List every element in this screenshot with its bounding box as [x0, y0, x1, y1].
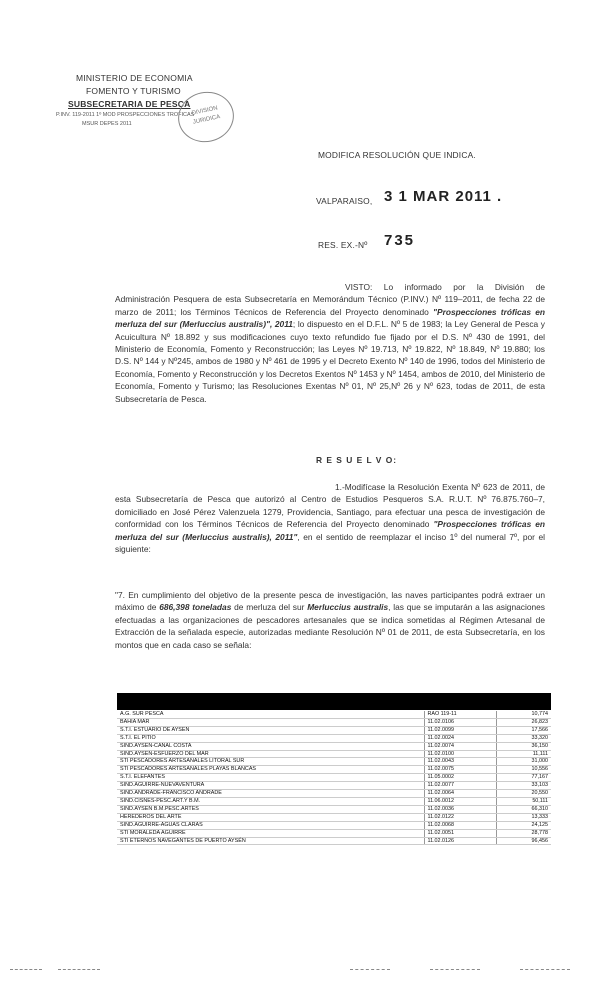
registry-code: 11.02.0068 — [425, 821, 496, 829]
registry-code: 11.02.0099 — [425, 726, 496, 734]
tonnage-value: 10,774 — [496, 711, 551, 718]
organization-name: STI PESCADORES ARTESANALES PLAYAS BLANCAS — [117, 766, 425, 774]
footer-dash-right — [350, 969, 390, 970]
organization-name: HEREDEROS DEL ARTE — [117, 813, 425, 821]
footer-dash-left — [10, 969, 42, 970]
stamp-line-1: DIVISION — [191, 105, 219, 117]
resolution-label: RES. EX.-Nº — [318, 240, 368, 250]
registry-code: 11.02.0077 — [425, 782, 496, 790]
visto-text-2: ; lo dispuesto en el D.F.L. Nº 5 de 1983; la Ley General de Pesca y Acuicultura Nº 18.892 y sus modificaciones cuyo texto refundido fue fijado por el D.S. Nº 430 de 1991, del Ministerio de Economía, Fomento y Reconstrucción; las Leyes Nº 19.713, Nº 19.822, Nº 18.849, Nº 19.880; los D.S. Nº 144 y Nº245, ambos de 1980 y Nº 461 de 1995 y el Decreto Exento Nº 140 de 1996, todos del Ministerio de Economía, Fomento y Reconstrucción y los Decretos Exentos Nº 1453 y Nº 1454, ambos de 2010, del Ministerio de Economía, Fomento y Turismo; las Resoluciones Exentas Nº 01, Nº 25,Nº 26 y Nº 623, todas de 2011, de esta Subsecretaría de Pesca. — [115, 319, 545, 404]
tonnage-value: 26,823 — [496, 718, 551, 726]
division-juridica-stamp — [173, 87, 238, 148]
organization-name: SIND.CISNES-PESC.ART.Y B.M. — [117, 797, 425, 805]
organization-name: BAHIA MAR — [117, 718, 425, 726]
document-subject: MODIFICA RESOLUCIÓN QUE INDICA. — [318, 150, 476, 160]
reference-line-2: MSUR DEPES 2011 — [82, 121, 132, 127]
table-row — [117, 813, 551, 821]
date-stamp: 3 1 MAR 2011 . — [384, 188, 503, 205]
table-row — [117, 829, 551, 837]
tonnage-value: 20,550 — [496, 790, 551, 798]
registry-code: 11.02.0051 — [425, 829, 496, 837]
item-1-project-name: "Prospecciones tróficas en merluza del sur (Merluccius australis), 2011" — [115, 519, 546, 542]
registry-code: 11.02.0043 — [425, 758, 496, 766]
tonnage-value: 77,167 — [496, 774, 551, 782]
table-row — [117, 837, 551, 845]
item-7-amount: 686,398 toneladas — [159, 602, 232, 613]
tonnage-value: 24,125 — [496, 821, 551, 829]
table-header-bar — [117, 693, 551, 710]
table-row — [117, 774, 551, 782]
organization-name: S.T.I. ELEFANTES — [117, 774, 425, 782]
organization-name: A.G. SUR PESCA — [117, 711, 425, 718]
registry-code: 11.02.0075 — [425, 766, 496, 774]
item-7-paragraph — [115, 589, 545, 651]
table-row — [117, 790, 551, 798]
table-row — [117, 797, 551, 805]
organization-name: SIND.AGUIRRE-NUEVAVENTURA — [117, 782, 425, 790]
table-row — [117, 766, 551, 774]
registry-code: 11.02.0036 — [425, 805, 496, 813]
tonnage-value: 11,111 — [496, 750, 551, 758]
tonnage-value: 50,111 — [496, 797, 551, 805]
subsecretaria-title: SUBSECRETARIA DE PESCA — [68, 99, 191, 109]
item-7-species: Merluccius australis — [307, 602, 389, 613]
place-label: VALPARAISO, — [316, 196, 373, 206]
registry-code: 11.02.0106 — [425, 718, 496, 726]
organization-name: S.T.I. EL PITIO — [117, 734, 425, 742]
tonnage-value: 33,320 — [496, 734, 551, 742]
table-row — [117, 734, 551, 742]
reference-line-1: P.INV. 119-2011 1º MOD PROSPECCIONES TROFICAS — [56, 112, 195, 118]
item-7-text-2: de merluza del sur — [234, 602, 305, 613]
tonnage-value: 10,556 — [496, 766, 551, 774]
resolution-number: 735 — [384, 232, 416, 249]
tonnage-value: 31,000 — [496, 758, 551, 766]
table-row — [117, 805, 551, 813]
item-7-text: "7. En cumplimiento del objetivo de la presente pesca de investigación, las naves participantes podrá extraer un máximo de — [115, 590, 545, 613]
table-row — [117, 782, 551, 790]
registry-code: 11.06.0012 — [425, 797, 496, 805]
item-7-text-3: , las que se imputarán a las asignaciones efectuadas a las organizaciones de pescadores artesanales que se indica sometidas al Régimen Artesanal de Extracción de la señalada especie, autorizadas mediante Resolución Nº 01 de 2011, de esta Subsecretaría, en los montos que en cada caso se señala: — [115, 602, 545, 650]
allocation-table — [117, 711, 551, 845]
table-row — [117, 718, 551, 726]
footer-dash-right-2 — [430, 969, 480, 970]
ministry-line-1: MINISTERIO DE ECONOMIA — [76, 73, 193, 83]
tonnage-value: 33,103 — [496, 782, 551, 790]
table-row — [117, 750, 551, 758]
footer-dash-left-2 — [58, 969, 100, 970]
tonnage-value: 66,310 — [496, 805, 551, 813]
item-1-text-2: , en el sentido de reemplazar el inciso 1º del numeral 7º, por el siguiente: — [115, 531, 545, 555]
registry-code: 11.02.0074 — [425, 742, 496, 750]
tonnage-value: 17,566 — [496, 726, 551, 734]
table-row — [117, 758, 551, 766]
tonnage-value: 96,456 — [496, 837, 551, 845]
tonnage-value: 28,778 — [496, 829, 551, 837]
visto-text: Lo informado por la División de Administración Pesquera de esta Subsecretaría en Memorándum Técnico (P.INV.) Nº 119–2011, de fecha 22 de marzo de 2011; los Términos Técnicos de Referencia del Proyecto denominado — [115, 282, 546, 317]
visto-paragraph — [115, 281, 545, 405]
resuelvo-heading: R E S U E L V O: — [316, 455, 397, 465]
visto-label: VISTO: — [345, 282, 373, 292]
item-1-text: 1.-Modifícase la Resolución Exenta Nº 623 de 2011, de esta Subsecretaría de Pesca que autorizó al Centro de Estudios Pesqueros S.A. R.U.T. Nº 76.875.760–7, domiciliado en José Pérez Valenzuela 1279, Providencia, Santiago, para efectuar una pesca de investigación de conformidad con los Términos Técnicos de Referencia del Proyecto denominado — [115, 482, 545, 530]
organization-name: STI ETERNOS NAVEGANTES DE PUERTO AYSÉN — [117, 837, 425, 845]
organization-name: STI PESCADORES ARTESANALES LITORAL SUR — [117, 758, 425, 766]
organization-name: SIND.AGUIRRE-AGUAS CLARAS — [117, 821, 425, 829]
organization-name: SIND.AYSEN-ESFUERZO DEL MAR — [117, 750, 425, 758]
tonnage-value: 13,333 — [496, 813, 551, 821]
table-row — [117, 726, 551, 734]
table-row — [117, 742, 551, 750]
stamp-line-2: JURIDICA — [192, 114, 221, 126]
registry-code: 11.02.0064 — [425, 790, 496, 798]
organization-name: STI MORALEDA AGUIRRE — [117, 829, 425, 837]
organization-name: SIND.AYSEN B.M.PESC.ARTES — [117, 805, 425, 813]
footer-dash-right-3 — [520, 969, 570, 970]
registry-code: 11.02.0024 — [425, 734, 496, 742]
organization-name: SIND.ANDRADE-FRANCISCO ANDRADE — [117, 790, 425, 798]
registry-code: 11.02.0122 — [425, 813, 496, 821]
ministry-line-2: FOMENTO Y TURISMO — [86, 86, 181, 96]
item-1-paragraph — [115, 481, 545, 555]
organization-name: S.T.I. ESTUARIO DE AYSEN — [117, 726, 425, 734]
table-row — [117, 711, 551, 718]
tonnage-value: 36,150 — [496, 742, 551, 750]
table-row — [117, 821, 551, 829]
organization-name: SIND.AYSEN-CANAL COSTA — [117, 742, 425, 750]
registry-code: 11.02.0126 — [425, 837, 496, 845]
registry-code: 11.02.0100 — [425, 750, 496, 758]
registry-code: RAO 119-11 — [425, 711, 496, 718]
registry-code: 11.05.0002 — [425, 774, 496, 782]
visto-project-name: "Prospecciones tróficas en merluza del sur (Merluccius australis)", 2011 — [115, 306, 545, 330]
